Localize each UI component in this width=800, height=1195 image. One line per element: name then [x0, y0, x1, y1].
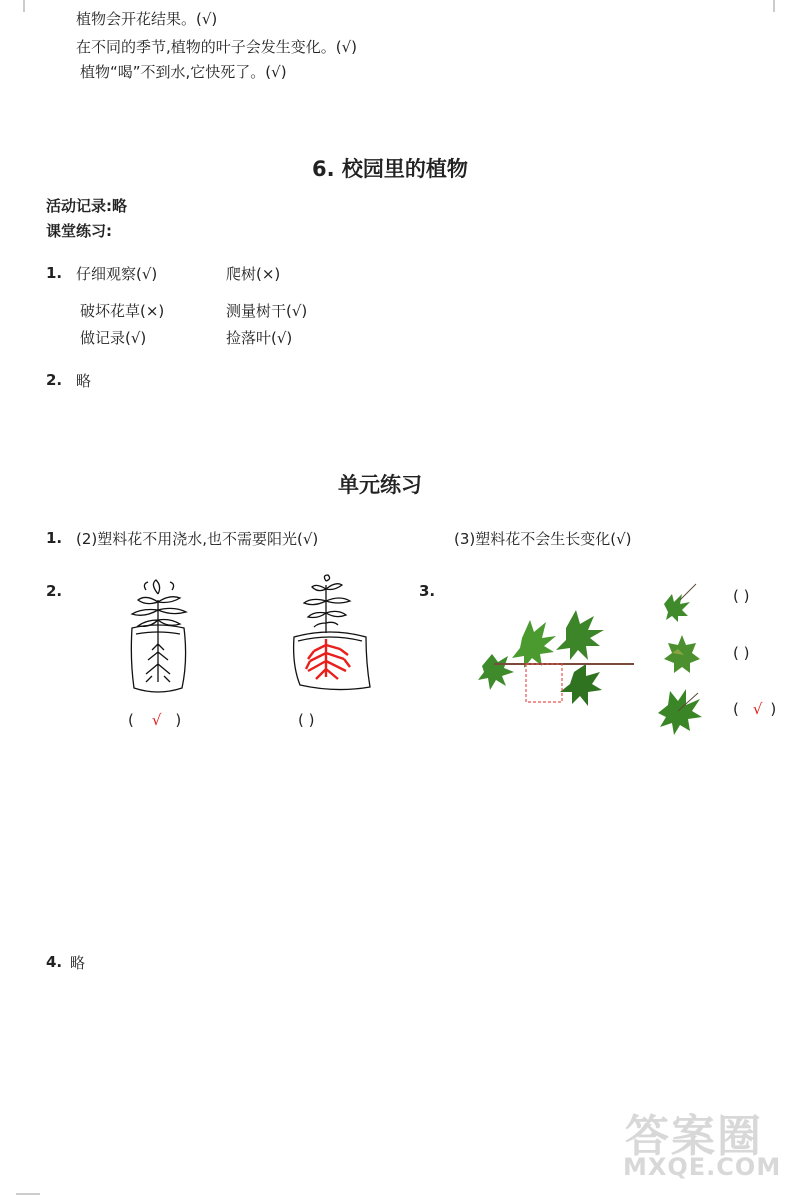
answer-item: 破坏花草(×) [80, 302, 165, 320]
answer-parenthesis: ( √ ) [128, 711, 182, 729]
answer-item: (2)塑料花不用浇水,也不需要阳光(√) [76, 530, 319, 548]
answer-item: (3)塑料花不会生长变化(√) [454, 530, 632, 548]
corner-mark-bottom-left [0, 1180, 40, 1195]
answer-line: 植物会开花结果。(√) [76, 10, 218, 28]
answer-item: 略 [76, 372, 92, 390]
corner-mark-top-left [0, 0, 30, 20]
answer-item: 仔细观察(√) [76, 265, 158, 283]
question-number: 1. [46, 264, 63, 282]
section-title: 单元练习 [338, 473, 422, 497]
question-number: 4. [46, 953, 63, 971]
plant-in-opaque-pot-illustration [286, 575, 381, 700]
maple-leaf-option-3 [654, 685, 702, 735]
practice-heading: 课堂练习: [46, 222, 112, 240]
maple-leaf-option-2 [662, 633, 702, 675]
check-mark: √ [752, 700, 763, 718]
maple-leaf-option-1 [660, 580, 700, 620]
question-number: 2. [46, 582, 63, 600]
question-number: 3. [419, 582, 436, 600]
answer-item: 爬树(×) [226, 265, 281, 283]
answer-item: 略 [70, 954, 86, 972]
plant-in-clear-jar-illustration [118, 580, 198, 700]
watermark-url: MXQE.COM [623, 1153, 782, 1181]
corner-mark-top-right [760, 0, 800, 20]
check-mark: √ [151, 711, 162, 729]
answer-item: 捡落叶(√) [226, 329, 293, 347]
activity-record: 活动记录:略 [46, 197, 127, 215]
maple-branch-illustration [474, 608, 639, 713]
question-number: 2. [46, 371, 63, 389]
answer-parenthesis: ( ) [733, 644, 750, 662]
question-number: 1. [46, 529, 63, 547]
section-title: 6. 校园里的植物 [312, 157, 468, 181]
answer-parenthesis: ( √ ) [733, 700, 777, 718]
watermark-logo: 答案圈 [625, 1111, 763, 1162]
answer-item: 做记录(√) [80, 329, 147, 347]
answer-parenthesis: ( ) [733, 587, 750, 605]
answer-line: 在不同的季节,植物的叶子会发生变化。(√) [76, 38, 358, 56]
answer-parenthesis: ( ) [298, 711, 315, 729]
answer-item: 测量树干(√) [226, 302, 308, 320]
answer-line: 植物“喝”不到水,它快死了。(√) [80, 63, 287, 81]
